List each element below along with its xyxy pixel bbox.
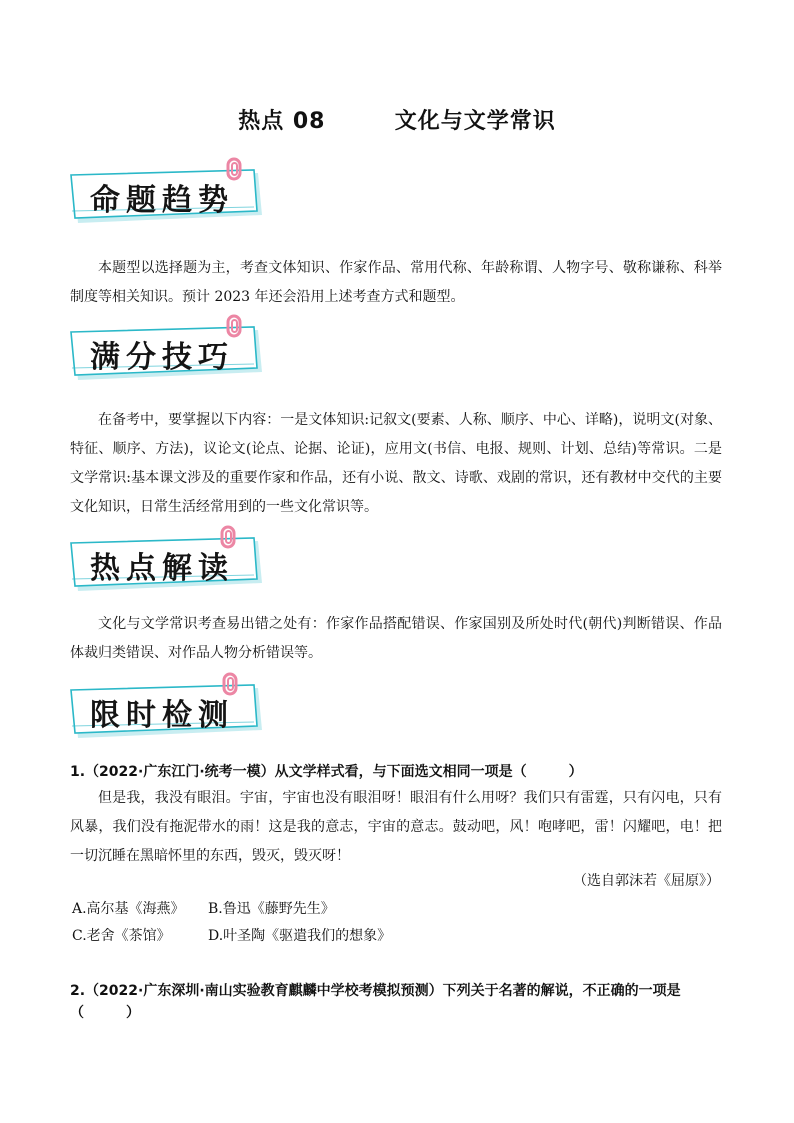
option-b[interactable]: B.鲁迅《藤野先生》 [208, 901, 335, 917]
question-1-heading: 1.（2022·广东江门·统考一模）从文学样式看，与下面选文相同一项是（ ） [70, 764, 583, 780]
option-c[interactable]: C.老舍《茶馆》 [72, 928, 171, 944]
question-1-source: （选自郭沫若《屈原》） [573, 873, 720, 889]
page-title: 热点 08 文化与文学常识 [238, 109, 556, 134]
section-title-test: 限时检测 [90, 698, 234, 733]
section-title-skills: 满分技巧 [90, 340, 234, 375]
section-title-hotspot: 热点解读 [90, 551, 234, 586]
section-tag-test [68, 680, 264, 740]
question-1-passage: 但是我，我没有眼泪。宇宙，宇宙也没有眼泪呀！眼泪有什么用呀？我们只有雷霆，只有闪电，只有风暴，我们没有拖泥带水的雨！这是我的意志，宇宙的意志。鼓动吧，风！咆哮吧，雷！闪耀吧，电！把一切沉睡在黑暗怀里的东西，毁灭，毁灭呀！ [70, 790, 722, 864]
section-title-trend: 命题趋势 [90, 183, 234, 218]
section-tag-trend [68, 165, 264, 225]
hotspot-paragraph: 文化与文学常识考查易出错之处有：作家作品搭配错误、作家国别及所处时代(朝代)判断错误、作品体裁归类错误、对作品人物分析错误等。 [70, 616, 722, 661]
question-2-heading: 2.（2022·广东深圳·南山实验教育麒麟中学校考模拟预测）下列关于名著的解说，不正确的一项是（ ） [70, 983, 681, 1021]
skills-paragraph: 在备考中，要掌握以下内容：一是文体知识:记叙文(要素、人称、顺序、中心、详略)，说明文(对象、特征、顺序、方法)，议论文(论点、论据、论证)，应用文(书信、电报、规则、计划、总结)等常识。二是文学常识:基本课文涉及的重要作家和作品，还有小说、散文、诗歌、戏剧的常识，还有教材中交代的主要文化知识，日常生活经常用到的一些文化常识等。 [70, 412, 722, 515]
option-a[interactable]: A.高尔基《海燕》 [72, 901, 185, 917]
option-d[interactable]: D.叶圣陶《驱遣我们的想象》 [208, 928, 392, 944]
trend-paragraph: 本题型以选择题为主，考查文体知识、作家作品、常用代称、年龄称谓、人物字号、敬称谦称、科举制度等相关知识。预计 2023 年还会沿用上述考查方式和题型。 [70, 260, 722, 305]
section-tag-hotspot [68, 533, 264, 593]
section-tag-skills [68, 322, 264, 382]
